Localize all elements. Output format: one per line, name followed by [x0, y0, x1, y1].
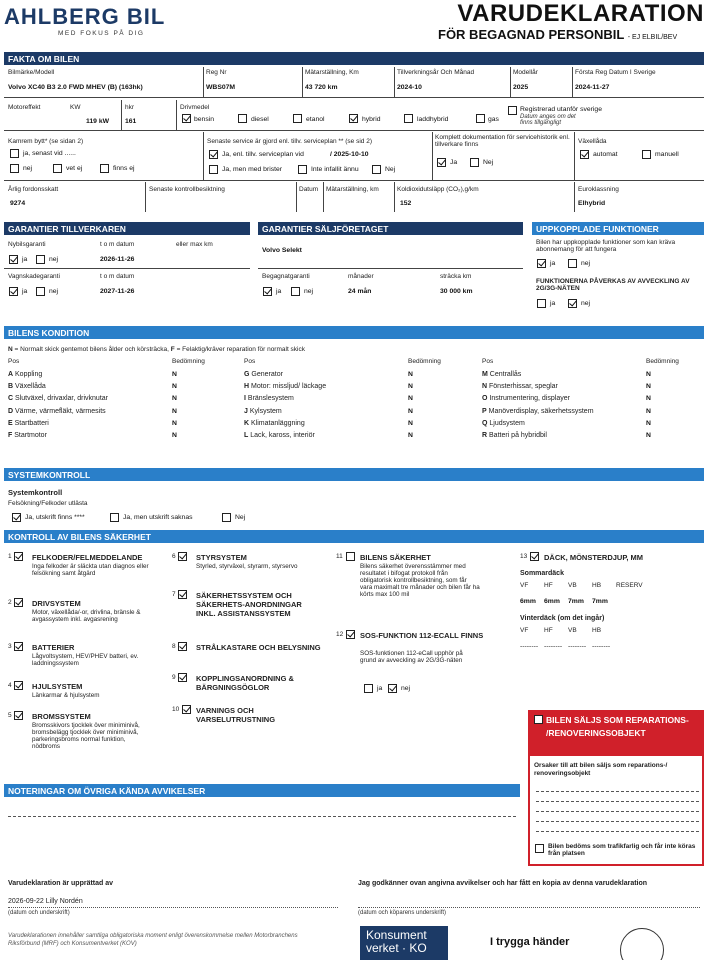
kondition-row: [244, 408, 282, 415]
sakerhet-title: VARNINGS OCH VARSELUTRUSTNING: [196, 706, 276, 724]
value-nyb: 2026-11-26: [100, 256, 135, 263]
value-vagn: 2027-11-26: [100, 288, 135, 295]
value-modellar: 2025: [513, 84, 529, 91]
sakerhet-desc: Inga felkoder är släckta utan diagnos eller felsökning samt åtgärd: [32, 563, 149, 577]
sakerhet-title: HJULSYSTEM: [32, 682, 83, 691]
brand-tagline: MED FOKUS PÅ DIG: [58, 30, 145, 37]
label-sys-saknas: Ja, men utskrift saknas: [123, 514, 193, 521]
kondition-row: [8, 371, 42, 378]
kondition-item: Slutväxel, drivaxlar, drivknutar: [13, 395, 108, 403]
tyre-col-header: RESERV: [616, 582, 643, 589]
tyre-col-header: VB: [568, 582, 577, 589]
sakerhet-title: SÄKERHETSSYSTEM OCH SÄKERHETS-ANORDNINGAR INKL. ASSISTANSSYSTEM: [196, 591, 302, 618]
checkbox-nyb-nej[interactable]: [36, 255, 45, 264]
label-sommar: Sommardäck: [520, 570, 564, 577]
checkbox-komplett-ja[interactable]: [437, 158, 446, 167]
tyre-col-header-vinter: VF: [520, 627, 529, 634]
value-str: 30 000 km: [440, 288, 473, 295]
label-vaxel: Växellåda: [578, 138, 607, 145]
sakerhet-number: 6: [172, 553, 176, 560]
label-vinter: Vinterdäck (om det ingår): [520, 615, 605, 622]
checkbox-kamrem-finnsej[interactable]: [100, 164, 109, 173]
kondition-item: Startbatteri: [12, 419, 49, 427]
label-nyb-max: eller max km: [176, 241, 213, 248]
label-service-ja: Ja, enl. tillv. serviceplan vid: [222, 151, 304, 158]
sakerhet-number: 9: [172, 674, 176, 681]
kondition-row: [482, 371, 521, 378]
label-tillv: Tillverkningsår Och Månad: [397, 69, 475, 76]
label-forsta: Första Reg Datum I Sverige: [575, 69, 656, 76]
kondition-pos-header: Pos: [482, 358, 494, 365]
kondition-item: Centrallås: [487, 371, 522, 378]
sakerhet-number: 5: [8, 712, 12, 719]
section-garanti-tillv: GARANTIER TILLVERKAREN: [4, 222, 250, 235]
value-hkr: 161: [125, 118, 137, 125]
label-kamrem-ja: ja, senast vid ......: [23, 150, 76, 157]
kondition-letter: L: [244, 432, 249, 439]
kondition-row: [482, 420, 525, 427]
sakerhet-title: BATTERIER: [32, 643, 75, 652]
checkbox-etanol[interactable]: [293, 114, 302, 123]
checkbox-manuell[interactable]: [642, 150, 651, 159]
label-diesel: diesel: [251, 116, 269, 123]
kondition-item: Kylsystem: [247, 407, 282, 415]
checkbox-beg-nej[interactable]: [291, 287, 300, 296]
label-trafikfarlig: Bilen bedöms som trafikfarlig och får inte köras från platsen: [548, 843, 696, 857]
label-upp2-nej: nej: [581, 300, 591, 307]
label-str: sträcka km: [440, 273, 472, 280]
label-sos-nej: nej: [401, 685, 411, 692]
sakerhet-desc: Styrled, styrväxel, styrarm, styrservo: [196, 563, 298, 570]
value-euro: Elhybrid: [578, 200, 606, 207]
section-kondition: BILENS KONDITION: [4, 326, 704, 339]
sakerhet-title: KOPPLINGSANORDNING & BÄRGNINGSÖGLOR: [196, 674, 294, 692]
checkbox-upp2-nej[interactable]: [568, 299, 577, 308]
kondition-value: N: [172, 371, 177, 378]
section-garanti-salj: GARANTIER SÄLJFÖRETAGET: [258, 222, 523, 235]
footer-kop-lbl: (datum och köparens underskrift): [358, 910, 447, 916]
label-sys-ja: Ja, utskrift finns ****: [25, 514, 85, 521]
konsumentverket-logo: Konsument verket · KO: [360, 926, 448, 960]
sakerhet-title: FELKODER/FELMEDDELANDE: [32, 553, 143, 562]
label-automat: automat: [593, 151, 618, 158]
tyre-sommar-value: 7mm: [568, 598, 584, 605]
kondition-value: N: [408, 371, 413, 378]
reparation-title: BILEN SÄLJS SOM REPARATIONS- /RENOVERINGSOBJEKT: [546, 715, 689, 738]
kondition-item: Värme, värmefläkt, värmesits: [13, 407, 106, 415]
kondition-letter: K: [244, 419, 250, 427]
label-komplett: Komplett dokumentation för servicehistorik enl. tillverkare finns: [435, 134, 570, 148]
kondition-row: [244, 383, 326, 390]
kondition-value: N: [172, 407, 177, 415]
checkbox-sakerhet-10[interactable]: [182, 705, 191, 714]
kondition-value: N: [646, 395, 651, 403]
checkbox-beg-ja[interactable]: [263, 287, 272, 296]
label-co2: Koldioxidutsläpp (CO₂),g/km: [397, 186, 479, 193]
value-model: Volvo XC40 B3 2.0 FWD MHEV (B) (163hk): [8, 84, 143, 91]
kondition-letter: I: [244, 395, 246, 403]
label-upp-q2: FUNKTIONERNA PÅVERKAS AV AVVECKLING AV 2G/3G-NÄTEN: [536, 278, 690, 292]
kondition-item: Koppling: [13, 371, 43, 378]
label-modellar: Modellår: [513, 69, 538, 76]
checkbox-upp-ja[interactable]: [537, 259, 546, 268]
kondition-letter: E: [8, 419, 13, 427]
tyre-sommar-value: 6mm: [520, 598, 536, 605]
label-skatt: Årlig fordonsskatt: [8, 186, 59, 193]
label-upp-nej: nej: [581, 260, 591, 267]
kondition-item: Startmotor: [12, 432, 47, 439]
doc-subtitle: FÖR BEGAGNAD PERSONBIL - EJ ELBIL/BEV: [438, 27, 678, 42]
label-beg: Begagnatgaranti: [262, 273, 310, 280]
kondition-letter: H: [244, 383, 250, 391]
label-service: Senaste service är gjord enl. tillv. serviceplan ** (se sid 2): [207, 138, 372, 145]
checkbox-sos-ja[interactable]: [364, 684, 373, 693]
kondition-value: N: [646, 432, 651, 439]
checkbox-vagn-nej[interactable]: [36, 287, 45, 296]
tyre-col-header: VF: [520, 582, 529, 589]
label-beg-nej: nej: [304, 288, 314, 295]
sakerhet-title: SOS-FUNKTION 112-ECALL FINNS: [360, 631, 484, 640]
label-nyb-tom: t o m datum: [100, 241, 135, 248]
kondition-row: [8, 432, 47, 439]
kondition-row: [244, 395, 294, 402]
checkbox-sakerhet-8[interactable]: [178, 642, 187, 651]
sakerhet-number: 8: [172, 643, 176, 650]
value-kw: 119 kW: [86, 118, 110, 125]
label-vagn-tom: t o m datum: [100, 273, 135, 280]
kondition-item: Bränslesystem: [245, 395, 294, 403]
checkbox-sakerhet-7[interactable]: [178, 590, 187, 599]
kondition-value: N: [172, 383, 177, 391]
kondition-pos-header: Pos: [8, 358, 20, 365]
label-vagn: Vagnskadegaranti: [8, 273, 60, 280]
system-sub: Felsökning/Felkoder utlästa: [8, 500, 88, 507]
kondition-value: N: [646, 383, 651, 391]
sakerhet-number: 12: [336, 631, 344, 638]
kondition-value: N: [172, 432, 177, 439]
checkbox-komplett-nej[interactable]: [470, 158, 479, 167]
kondition-value: N: [172, 395, 177, 403]
checkbox-hybrid[interactable]: [349, 114, 358, 123]
label-service-nej: Nej: [385, 166, 396, 173]
kondition-item: Klimatanläggning: [249, 419, 305, 427]
section-system: SYSTEMKONTROLL: [4, 468, 704, 481]
label-kamrem-nej: nej: [23, 165, 33, 172]
tyre-sommar-value: 7mm: [592, 598, 608, 605]
sakerhet-desc: Motor, växellåda/-or, drivlina, bränsle & avgassystem inkl. avgasrening: [32, 609, 141, 623]
checkbox-sys-saknas[interactable]: [110, 513, 119, 522]
label-reg-note: Datum anges om det finns tillgängligt: [520, 114, 576, 126]
label-service-brister: Ja, men med brister: [222, 166, 283, 173]
value-tillv: 2024-10: [397, 84, 422, 91]
checkbox-service-ja[interactable]: [209, 150, 218, 159]
section-uppkopplade: UPPKOPPLADE FUNKTIONER: [532, 222, 704, 235]
label-nyb-ja: ja: [22, 256, 28, 263]
tyre-vinter-value: --------: [544, 643, 563, 650]
kondition-row: [8, 383, 46, 390]
sakerhet-number: 4: [8, 682, 12, 689]
checkbox-sakerhet-3[interactable]: [14, 642, 23, 651]
checkbox-sakerhet-6[interactable]: [178, 552, 187, 561]
kondition-letter: F: [8, 432, 13, 439]
checkbox-upp2-ja[interactable]: [537, 299, 546, 308]
checkbox-sakerhet-9[interactable]: [178, 673, 187, 682]
checkbox-sys-ja[interactable]: [12, 513, 21, 522]
label-manuell: manuell: [655, 151, 679, 158]
kondition-row: [8, 420, 49, 427]
label-hybrid: hybrid: [362, 116, 381, 123]
footer-upprattad: Varudeklaration är upprättad av: [8, 880, 114, 887]
kondition-item: Växellåda: [13, 383, 46, 391]
sakerhet-desc: Lågvoltsystem, HEV/PHEV batteri, ev. laddningssystem: [32, 653, 139, 667]
kondition-item: Ljudsystem: [487, 419, 525, 427]
label-man: månader: [348, 273, 374, 280]
value-skatt: 9274: [10, 200, 26, 207]
label-kamrem-vetej: vet ej: [66, 165, 83, 172]
checkbox-sakerhet-13[interactable]: [530, 552, 539, 561]
kondition-value: N: [408, 419, 413, 427]
sakerhet-number: 11: [336, 553, 343, 560]
kondition-letter: N: [482, 383, 488, 391]
kondition-letter: A: [8, 371, 14, 378]
kondition-row: [8, 408, 106, 415]
checkbox-sakerhet-11[interactable]: [346, 552, 355, 561]
label-reg-utanfor: Registrerad utanför sverige: [520, 106, 602, 113]
label-nyb: Nybilsgaranti: [8, 241, 46, 248]
kondition-bed-header: Bedömning: [408, 358, 441, 365]
sakerhet-desc: Länkarmar & hjulsystem: [32, 692, 100, 699]
kondition-row: [482, 383, 558, 390]
label-reg: Reg Nr: [206, 69, 227, 76]
tyre-col-header-vinter: VB: [568, 627, 577, 634]
kondition-item: Generator: [249, 371, 283, 378]
kondition-item: Batteri på hybridbil: [487, 432, 547, 439]
label-matar: Mätarställning, km: [326, 186, 379, 193]
label-kw: KW: [70, 104, 81, 111]
kondition-row: [482, 432, 547, 439]
section-noteringar: NOTERINGAR OM ÖVRIGA KÄNDA AVVIKELSER: [4, 784, 520, 797]
label-upp2-ja: ja: [550, 300, 556, 307]
footer-datum-lbl: (datum och underskrift): [8, 910, 70, 916]
label-vagn-nej: nej: [49, 288, 59, 295]
tyre-col-header-vinter: HF: [544, 627, 553, 634]
checkbox-kamrem-ja[interactable]: [10, 149, 19, 158]
mrf-seal-icon: [620, 928, 664, 960]
kondition-letter: C: [8, 395, 14, 403]
checkbox-service-brister[interactable]: [209, 165, 218, 174]
tyre-vinter-value: --------: [568, 643, 587, 650]
footer-datum-namn: 2026-09-22 Lilly Nordén: [8, 898, 83, 905]
footer-trygga: I trygga händer: [490, 936, 570, 948]
kondition-value: N: [172, 419, 177, 427]
checkbox-automat[interactable]: [580, 150, 589, 159]
label-kontroll: Senaste kontrollbesiktning: [149, 186, 225, 193]
system-title: Systemkontroll: [8, 488, 63, 497]
label-nyb-nej: nej: [49, 256, 59, 263]
kondition-item: Lack, kaross, interiör: [248, 432, 315, 439]
checkbox-trafikfarlig[interactable]: [535, 844, 544, 853]
reparation-orsak: Orsaker till att bilen säljs som reparations-/ renoveringsobjekt: [534, 762, 668, 777]
checkbox-kamrem-nej[interactable]: [10, 164, 19, 173]
sakerhet-title: STRÅLKASTARE OCH BELYSNING: [196, 643, 321, 652]
section-fakta: FAKTA OM BILEN: [4, 52, 704, 65]
sakerhet-number: 3: [8, 643, 12, 650]
label-komplett-nej: Nej: [483, 159, 494, 166]
footer-info: Varudeklarationen innehåller samtliga obligatoriska moment enligt överenskommelse mellen Motorbranchens Riksförbund (MRF) och Konsumentverket (KOV): [8, 933, 298, 947]
checkbox-sys-nej[interactable]: [222, 513, 231, 522]
checkbox-sakerhet-4[interactable]: [14, 681, 23, 690]
label-driv: Drivmedel: [180, 104, 210, 111]
kondition-value: N: [646, 371, 651, 378]
sakerhet-title: DÄCK, MÖNSTERDJUP, MM: [544, 553, 644, 562]
label-bensin: bensin: [194, 116, 215, 123]
sakerhet-title: BILENS SÄKERHET: [360, 553, 431, 562]
tyre-col-header-vinter: HB: [592, 627, 602, 634]
checkbox-sakerhet-2[interactable]: [14, 598, 23, 607]
sakerhet-title: DRIVSYSTEM: [32, 599, 81, 608]
label-gas: gas: [488, 116, 499, 123]
label-km: Mätarställning, Km: [305, 69, 359, 76]
kondition-row: [482, 395, 570, 402]
kondition-bed-header: Bedömning: [172, 358, 205, 365]
label-kamrem-finnsej: finns ej: [113, 165, 135, 172]
checkbox-sakerhet-1[interactable]: [14, 552, 23, 561]
checkbox-nyb-ja[interactable]: [9, 255, 18, 264]
doc-title: VARUDEKLARATION: [457, 0, 704, 27]
checkbox-laddhybrid[interactable]: [404, 114, 413, 123]
checkbox-reparation[interactable]: [534, 715, 543, 724]
sakerhet-title: BROMSSYSTEM: [32, 712, 91, 721]
checkbox-vagn-ja[interactable]: [9, 287, 18, 296]
kondition-legend: N = Normalt skick gentemot bilens ålder och körsträcka, F = Felaktig/kräver reparation för normalt skick: [8, 346, 306, 353]
kondition-pos-header: Pos: [244, 358, 256, 365]
checkbox-service-nej[interactable]: [372, 165, 381, 174]
label-upp-ja: ja: [550, 260, 556, 267]
tyre-vinter-value: --------: [520, 643, 539, 650]
label-kamrem: Kamrem bytt* (se sidan 2): [8, 138, 84, 145]
kondition-letter: P: [482, 407, 487, 415]
kondition-row: [8, 395, 108, 402]
checkbox-service-inte[interactable]: [298, 165, 307, 174]
label-model: Bilmärke/Modell: [8, 69, 55, 76]
kondition-bed-header: Bedömning: [646, 358, 679, 365]
label-upp-q: Bilen har uppkopplade funktioner som kan kräva abonnemang för att fungera: [536, 239, 676, 253]
kondition-value: N: [408, 395, 413, 403]
value-salj-name: Volvo Selekt: [262, 247, 302, 254]
checkbox-diesel[interactable]: [238, 114, 247, 123]
tyre-col-header: HB: [592, 582, 602, 589]
kondition-letter: D: [8, 407, 14, 415]
sakerhet-number: 10: [172, 706, 180, 713]
tyre-col-header: HF: [544, 582, 553, 589]
checkbox-sakerhet-12[interactable]: [346, 630, 355, 639]
kondition-letter: M: [482, 371, 488, 378]
label-vagn-ja: ja: [22, 288, 28, 295]
label-komplett-ja: Ja: [450, 159, 458, 166]
kondition-letter: J: [244, 407, 248, 415]
footer-godkanner: Jag godkänner ovan angivna avvikelser och har fått en kopia av denna varudeklaration: [358, 880, 648, 887]
kondition-letter: B: [8, 383, 14, 391]
label-motor: Motoreffekt: [8, 104, 41, 111]
value-co2: 152: [400, 200, 412, 207]
label-datum: Datum: [299, 186, 319, 193]
label-beg-ja: ja: [276, 288, 282, 295]
value-reg: WBS07M: [206, 84, 236, 91]
kondition-value: N: [408, 432, 413, 439]
value-man: 24 mån: [348, 288, 372, 295]
label-euro: Euroklassning: [578, 186, 619, 193]
checkbox-reg-utanfor[interactable]: [508, 106, 517, 115]
sakerhet-number: 13: [520, 553, 528, 560]
kondition-row: [244, 420, 305, 427]
kondition-row: [244, 432, 315, 439]
checkbox-gas[interactable]: [476, 114, 485, 123]
kondition-value: N: [646, 407, 651, 415]
kondition-value: N: [646, 419, 651, 427]
kondition-letter: R: [482, 432, 488, 439]
kondition-value: N: [408, 407, 413, 415]
sakerhet-title: STYRSYSTEM: [196, 553, 247, 562]
kondition-letter: Q: [482, 419, 488, 427]
checkbox-bensin[interactable]: [182, 114, 191, 123]
sakerhet-number: 1: [8, 553, 12, 560]
label-etanol: etanol: [306, 116, 325, 123]
value-forsta: 2024-11-27: [575, 84, 610, 91]
label-laddhybrid: laddhybrid: [417, 116, 449, 123]
tyre-vinter-value: --------: [592, 643, 611, 650]
checkbox-upp-nej[interactable]: [568, 259, 577, 268]
checkbox-sakerhet-5[interactable]: [14, 711, 23, 720]
kondition-item: Motor: missljud/ läckage: [249, 383, 327, 391]
value-km: 43 720 km: [305, 84, 338, 91]
kondition-item: Fönsterhissar, speglar: [487, 383, 558, 391]
sakerhet-desc: Bromsskivors tjocklek över miniminivå, bromsbelägg tjocklek över miniminivå, parkeringsbroms normal funktion, nödbroms: [32, 722, 140, 750]
sakerhet-desc: SOS-funktionen 112-eCall upphör på grund av avveckling av 2G/3G-näten: [360, 650, 463, 664]
kondition-value: N: [408, 383, 413, 391]
label-service-inte: Inte infallit ännu: [311, 166, 359, 173]
kondition-item: Instrumentering, displayer: [487, 395, 570, 403]
brand-logo: AHLBERG BIL: [4, 4, 166, 29]
label-sys-nej: Nej: [235, 514, 246, 521]
kondition-letter: O: [482, 395, 488, 403]
label-hkr: hkr: [125, 104, 135, 111]
value-service-date: / 2025-10-10: [330, 151, 369, 158]
kondition-row: [244, 371, 283, 378]
checkbox-kamrem-vetej[interactable]: [53, 164, 62, 173]
kondition-item: Manöverdisplay, säkerhetssystem: [486, 407, 594, 415]
sakerhet-desc: Bilens säkerhet överensstämmer med resultatet i bifogat protokoll från obligatorisk kontrollbesiktning, som får vara maximalt tre månader och bilen får ha körts max 100 mil: [360, 563, 480, 598]
sakerhet-number: 7: [172, 591, 176, 598]
checkbox-sos-nej[interactable]: [388, 684, 397, 693]
kondition-row: [482, 408, 594, 415]
section-sakerhet: KONTROLL AV BILENS SÄKERHET: [4, 530, 704, 543]
kondition-letter: G: [244, 371, 250, 378]
label-sos-ja: ja: [377, 685, 383, 692]
sakerhet-number: 2: [8, 599, 12, 606]
tyre-sommar-value: 6mm: [544, 598, 560, 605]
